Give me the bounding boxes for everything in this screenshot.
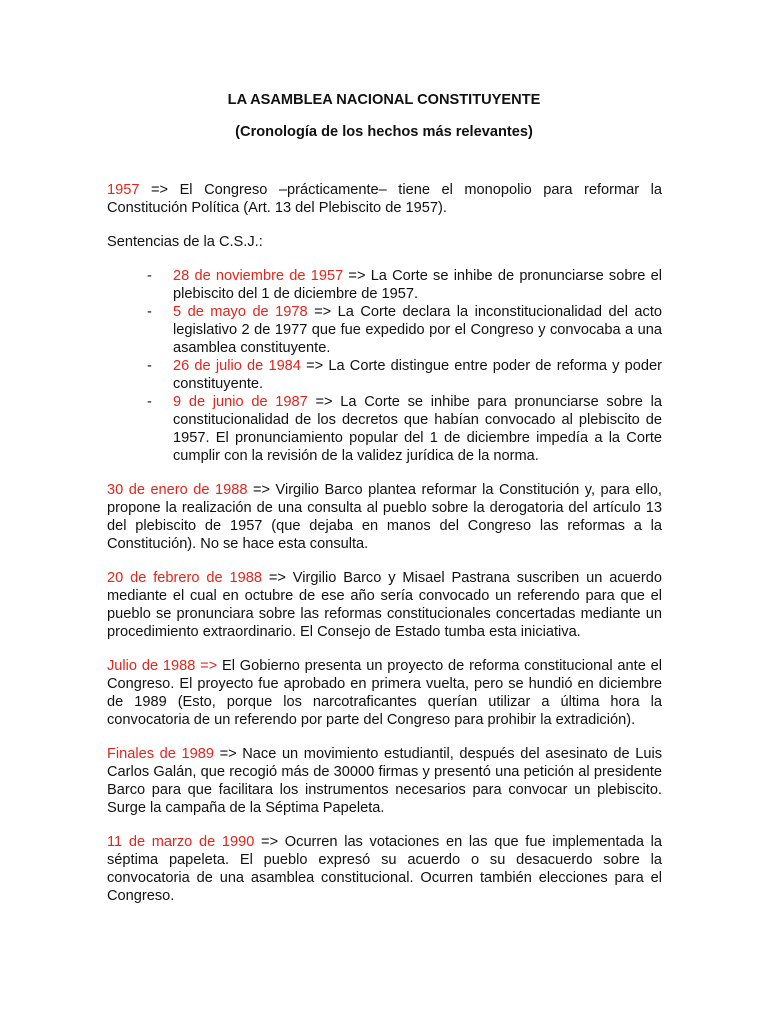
list-item [107,357,662,393]
paragraph-text: => Nace un movimiento estudiantil, después del asesinato de Luis Carlos Galán, que recogió más de 30000 firmas y presentó una petición al presidente Barco para que facilitara los instrumentos necesarios para convocar un plebiscito. Surge la campaña de la Séptima Papeleta. [107,746,663,816]
list-item [107,303,662,357]
date-label: 11 de marzo de 1990 [107,834,255,850]
paragraph-marzo-1990 [107,833,662,905]
page-subtitle: (Cronología de los hechos más relevantes) [235,124,533,140]
list-item [107,393,662,465]
date-label: 28 de noviembre de 1957 [173,268,344,284]
date-label: 30 de enero de 1988 [107,482,248,498]
paragraph-julio-1988 [107,657,662,729]
paragraph-text: => Ocurren las votaciones en las que fue implementada la séptima papeleta. El pueblo expresó su acuerdo o su desacuerdo sobre la convocatoria de una asamblea constitucional. Ocurren también elecciones para el Congreso. [107,834,662,904]
date-label: 20 de febrero de 1988 [107,570,262,586]
list-item-text: => La Corte se inhibe de pronunciarse sobre el plebiscito del 1 de diciembre de 1957. [173,268,662,302]
paragraph-text: => El Congreso –prácticamente– tiene el monopolio para reformar la Constitución Política (Art. 13 del Plebiscito de 1957). [107,182,662,216]
dash-bullet: - [147,304,152,320]
list-item-text: => La Corte se inhibe para pronunciarse sobre la constitucionalidad de los decretos que habían convocado al plebiscito de 1957. El pronunciamiento popular del 1 de diciembre impedía a la Corte cumplir con la revisión de la validez jurídica de la norma. [173,394,662,464]
list-item-text: => La Corte distingue entre poder de reforma y poder constituyente. [173,358,663,392]
paragraph-text: => Virgilio Barco plantea reformar la Constitución y, para ello, propone la realización de una consulta al pueblo sobre la derogatoria del artículo 13 del plebiscito de 1957 (que dejaba en manos del Congreso las reformas a la Constitución). No se hace esta consulta. [107,482,662,552]
paragraph-febrero-1988 [107,569,662,641]
dash-bullet: - [147,394,152,410]
list-item [107,267,662,303]
date-label: 9 de junio de 1987 [173,394,308,410]
paragraph-text: => Virgilio Barco y Misael Pastrana suscriben un acuerdo mediante el cual en octubre de ese año sería convocado un referendo para que el pueblo se pronunciara sobre las reformas constitucionales concertadas mediante un procedimiento extraordinario. El Consejo de Estado tumba esta iniciativa. [107,570,662,640]
paragraph-enero-1988 [107,481,662,553]
date-label: Finales de 1989 [107,746,214,762]
paragraph-1957 [107,181,662,217]
date-label: 26 de julio de 1984 [173,358,301,374]
dash-bullet: - [147,268,152,284]
document-body [107,181,662,921]
paragraph-finales-1989 [107,745,662,817]
date-label: 5 de mayo de 1978 [173,304,308,320]
sentencias-list [107,267,662,465]
list-item-text: => La Corte declara la inconstitucionalidad del acto legislativo 2 de 1977 que fue expedido por el Congreso y convocaba a una asamblea constituyente. [173,304,663,356]
date-label: Julio de 1988 => [107,658,218,674]
date-label: 1957 [107,182,140,198]
sentencias-label: Sentencias de la C.S.J.: [107,234,263,250]
page-title: LA ASAMBLEA NACIONAL CONSTITUYENTE [227,92,541,108]
dash-bullet: - [147,358,152,374]
paragraph-text: El Gobierno presenta un proyecto de reforma constitucional ante el Congreso. El proyecto fue aprobado en primera vuelta, pero se hundió en diciembre de 1989 (Esto, porque los narcotraficantes querían utilizar a última hora la convocatoria de un referendo por parte del Congreso para prohibir la extradición). [107,658,662,728]
